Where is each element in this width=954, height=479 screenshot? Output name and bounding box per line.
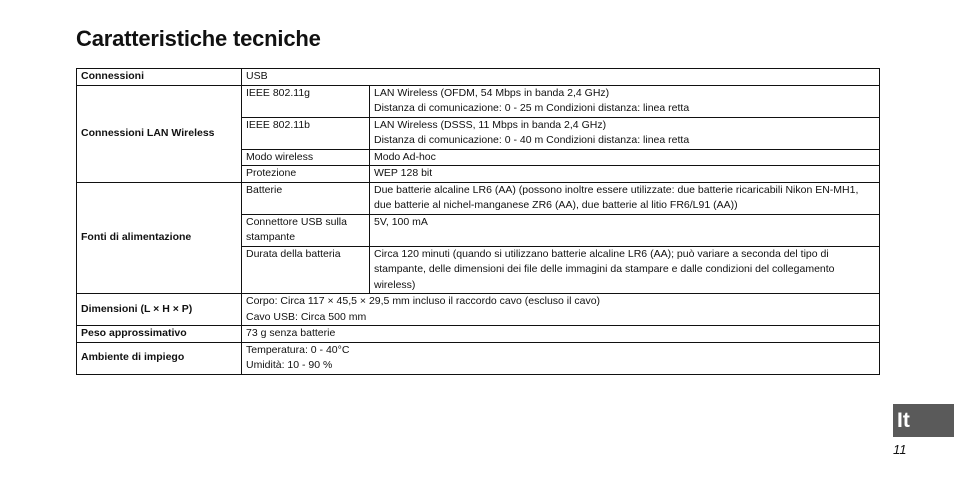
row-label-weight: Peso approssimativo — [77, 326, 242, 343]
row-label-environment: Ambiente di impiego — [77, 342, 242, 374]
sub-label-usb-connector: Connettore USB sulla stampante — [242, 214, 370, 246]
page-number: 11 — [893, 442, 907, 457]
sub-label-protection: Protezione — [242, 166, 370, 183]
sub-label-ieee-b: IEEE 802.11b — [242, 117, 370, 149]
row-value-environment: Temperatura: 0 - 40°C Umidità: 10 - 90 % — [242, 342, 880, 374]
table-row — [77, 182, 880, 214]
sub-value-usb-connector: 5V, 100 mA — [370, 214, 880, 246]
sub-value-battery-duration: Circa 120 minuti (quando si utilizzano batterie alcaline LR6 (AA); può variare a seconda del tipo di stampante, delle dimensioni dei file delle immagini da stampare e dalle condizioni del collegamento wireless) — [370, 246, 880, 294]
row-label-power: Fonti di alimentazione — [77, 182, 242, 294]
row-label-lan: Connessioni LAN Wireless — [77, 85, 242, 182]
row-label-dimensions: Dimensioni (L × H × P) — [77, 294, 242, 326]
table-row — [77, 326, 880, 343]
sub-label-wireless-mode: Modo wireless — [242, 149, 370, 166]
table-row — [77, 294, 880, 326]
sub-label-ieee-g: IEEE 802.11g — [242, 85, 370, 117]
table-row — [77, 69, 880, 86]
sub-value-ieee-b: LAN Wireless (DSSS, 11 Mbps in banda 2,4 GHz) Distanza di comunicazione: 0 - 40 m Condizioni distanza: linea retta — [370, 117, 880, 149]
spec-table — [76, 68, 880, 375]
table-row — [77, 85, 880, 117]
sub-value-battery: Due batterie alcaline LR6 (AA) (possono inoltre essere utilizzate: due batterie ricaricabili Nikon EN-MH1, due batterie al nichel-manganese ZR6 (AA), due batterie al litio FR6/L91 (AA)) — [370, 182, 880, 214]
row-value-weight: 73 g senza batterie — [242, 326, 880, 343]
table-row — [77, 342, 880, 374]
sub-value-ieee-g: LAN Wireless (OFDM, 54 Mbps in banda 2,4 GHz) Distanza di comunicazione: 0 - 25 m Condizioni distanza: linea retta — [370, 85, 880, 117]
row-value-connessioni: USB — [242, 69, 880, 86]
row-value-dimensions: Corpo: Circa 117 × 45,5 × 29,5 mm incluso il raccordo cavo (escluso il cavo) Cavo USB: Circa 500 mm — [242, 294, 880, 326]
page-title: Caratteristiche tecniche — [76, 26, 321, 51]
sub-label-battery-duration: Durata della batteria — [242, 246, 370, 294]
sub-value-protection: WEP 128 bit — [370, 166, 880, 183]
row-label-connessioni: Connessioni — [77, 69, 242, 86]
sub-label-battery: Batterie — [242, 182, 370, 214]
language-tab: It — [893, 404, 954, 437]
sub-value-wireless-mode: Modo Ad-hoc — [370, 149, 880, 166]
